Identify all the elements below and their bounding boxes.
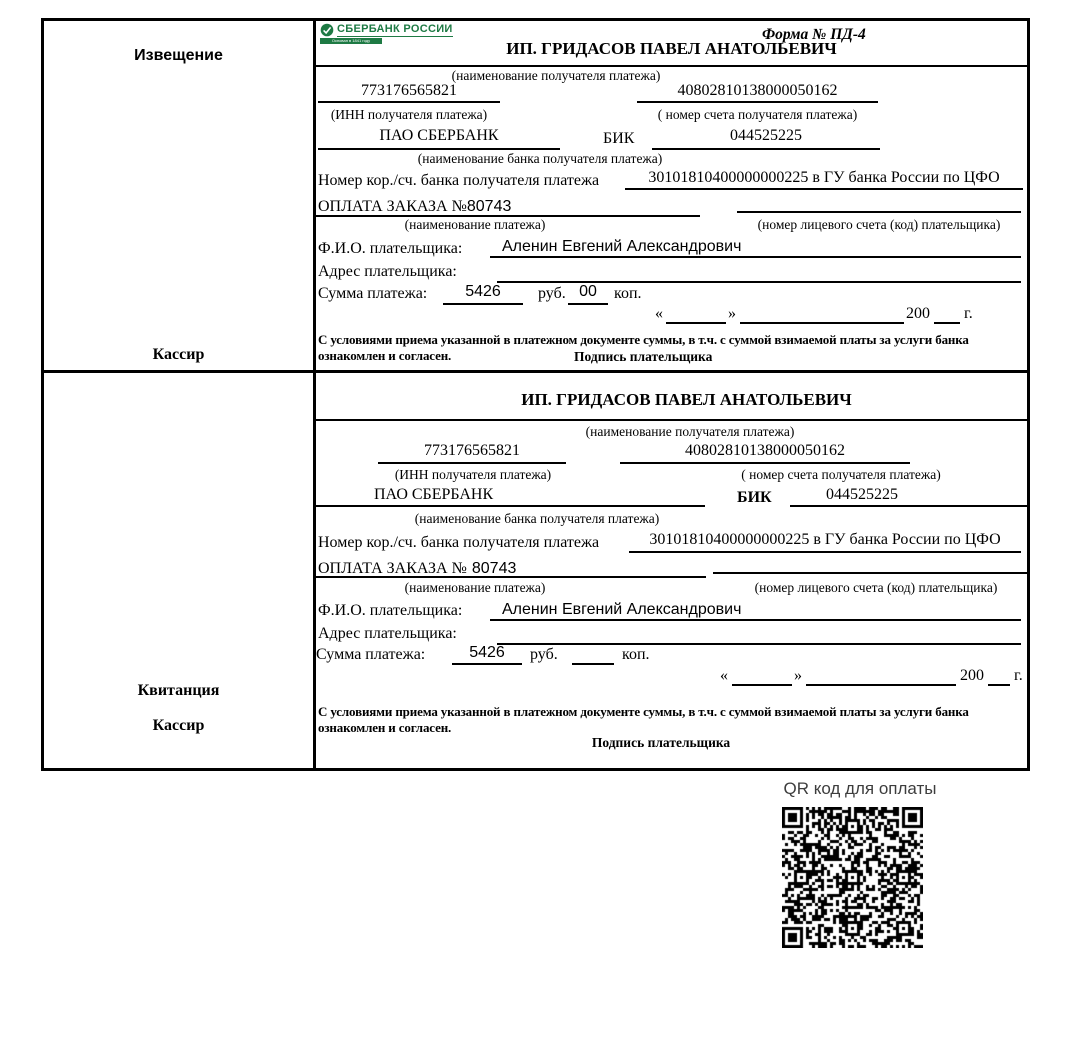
- payer-address-label: Адрес плательщика:: [318, 263, 457, 280]
- account-caption: ( номер счета получателя платежа): [741, 467, 941, 482]
- amount-kop-value: [572, 644, 614, 665]
- cashier-label: Кассир: [152, 717, 205, 734]
- bik-label: БИК: [603, 130, 635, 147]
- payer-address-value: [497, 263, 1021, 283]
- corr-account-value: 30101810400000000225 в ГУ банка России по ЦФО: [625, 169, 1023, 190]
- date-quote-close: »: [794, 667, 802, 684]
- sberbank-logo-row: [320, 23, 453, 37]
- form-line: [316, 576, 706, 578]
- qr-caption: QR код для оплаты: [783, 779, 937, 798]
- notice-form-area: [316, 21, 1027, 370]
- receipt-form-area: [316, 373, 1027, 768]
- amount-rub-value: 5426: [443, 283, 523, 305]
- bank-name-value: ПАО СБЕРБАНК: [318, 127, 560, 150]
- form-line: [316, 65, 1027, 67]
- form-line: [316, 419, 1027, 421]
- recipient-name-caption: (наименование получателя платежа): [451, 68, 661, 83]
- date-day-line: [732, 684, 792, 686]
- amount-label: Сумма платежа:: [318, 285, 428, 302]
- notice-title: Извещение: [134, 47, 223, 64]
- date-year-prefix: 200: [960, 667, 984, 684]
- rub-label: руб.: [538, 285, 566, 302]
- payment-name-caption: (наименование платежа): [404, 217, 546, 232]
- date-year-suffix: г.: [964, 305, 973, 322]
- receipt-title: Квитанция: [137, 682, 220, 699]
- payer-address-value: [497, 625, 1021, 645]
- inn-value: 773176565821: [378, 442, 566, 464]
- payer-address-label: Адрес плательщика:: [318, 625, 457, 642]
- form-line: [737, 211, 1021, 213]
- payer-name-value: Аленин Евгений Александрович: [490, 601, 1021, 621]
- sberbank-emblem-icon: [320, 23, 334, 37]
- kop-label: коп.: [622, 646, 650, 663]
- qr-code: [782, 807, 923, 948]
- order-number-value: 80743: [471, 560, 517, 577]
- payment-purpose-label: ОПЛАТА ЗАКАЗА №: [318, 560, 467, 577]
- date-year-suffix: г.: [1014, 667, 1023, 684]
- corr-account-label: Номер кор./сч. банка получателя платежа: [318, 172, 600, 189]
- bik-label: БИК: [737, 489, 772, 506]
- date-quote-open: «: [655, 305, 663, 322]
- date-day-line: [666, 322, 726, 324]
- amount-rub-value: 5426: [452, 644, 522, 665]
- notice-section: [44, 21, 1027, 373]
- notice-left-column: [44, 21, 316, 370]
- bank-name-caption: (наименование банка получателя платежа): [417, 151, 663, 166]
- payer-name-value: Аленин Евгений Александрович: [490, 238, 1021, 258]
- terms-line-2: ознакомлен и согласен.: [318, 720, 452, 735]
- recipient-name-caption: (наименование получателя платежа): [585, 424, 795, 439]
- date-year-prefix: 200: [906, 305, 930, 322]
- date-month-line: [806, 684, 956, 686]
- bik-value: 044525225: [790, 486, 1028, 507]
- bank-name-caption: (наименование банка получателя платежа): [414, 511, 660, 526]
- bik-value: 044525225: [652, 127, 880, 150]
- corr-account-value: 30101810400000000225 в ГУ банка России по ЦФО: [629, 531, 1021, 553]
- payer-signature-label: Подпись плательщика: [574, 349, 713, 364]
- payer-name-label: Ф.И.О. плательщика:: [318, 240, 463, 257]
- rub-label: руб.: [530, 646, 558, 663]
- account-caption: ( номер счета получателя платежа): [657, 107, 858, 122]
- payment-name-caption: (наименование платежа): [404, 580, 546, 595]
- inn-caption: (ИНН получателя платежа): [330, 107, 488, 122]
- personal-account-caption: (номер лицевого счета (код) плательщика): [757, 217, 1001, 232]
- form-number-label: Форма № ПД-4: [762, 26, 866, 43]
- form-line: [713, 572, 1027, 574]
- payment-purpose-label: ОПЛАТА ЗАКАЗА №: [318, 198, 467, 215]
- bank-logo-text: СБЕРБАНК РОССИИ: [337, 23, 453, 35]
- payer-signature-label: Подпись плательщика: [591, 735, 731, 750]
- order-number-value: 80743: [466, 198, 512, 215]
- account-value: 40802810138000050162: [637, 82, 878, 103]
- recipient-name-value: ИП. ГРИДАСОВ ПАВЕЛ АНАТОЛЬЕВИЧ: [506, 39, 837, 58]
- receipt-section: [44, 373, 1027, 768]
- terms-line-2: ознакомлен и согласен.: [318, 348, 452, 363]
- account-value: 40802810138000050162: [620, 442, 910, 464]
- terms-line-1: С условиями приема указанной в платежном документе суммы, в т.ч. с суммой взимаемой платы за услуги банка: [318, 704, 969, 719]
- date-quote-open: «: [720, 667, 728, 684]
- kop-label: коп.: [614, 285, 642, 302]
- recipient-name-value: ИП. ГРИДАСОВ ПАВЕЛ АНАТОЛЬЕВИЧ: [521, 390, 852, 409]
- inn-caption: (ИНН получателя платежа): [394, 467, 552, 482]
- date-month-line: [740, 322, 904, 324]
- bank-name-value: ПАО СБЕРБАНК: [316, 486, 705, 507]
- amount-kop-value: 00: [568, 283, 608, 305]
- amount-label: Сумма платежа:: [316, 646, 426, 663]
- personal-account-caption: (номер лицевого счета (код) плательщика): [754, 580, 998, 595]
- terms-line-1: С условиями приема указанной в платежном документе суммы, в т.ч. с суммой взимаемой платы за услуги банка: [318, 332, 969, 347]
- payment-form-pd4: [41, 18, 1030, 771]
- date-year-line: [934, 322, 960, 324]
- date-quote-close: »: [728, 305, 736, 322]
- inn-value: 773176565821: [318, 82, 500, 103]
- payer-name-label: Ф.И.О. плательщика:: [318, 602, 463, 619]
- payment-purpose-row: [318, 198, 511, 216]
- cashier-label: Кассир: [152, 346, 205, 363]
- date-year-line: [988, 684, 1010, 686]
- receipt-left-column: [44, 373, 316, 768]
- corr-account-label: Номер кор./сч. банка получателя платежа: [318, 534, 600, 551]
- bank-logo-tagline: Основан в 1841 году: [320, 38, 382, 44]
